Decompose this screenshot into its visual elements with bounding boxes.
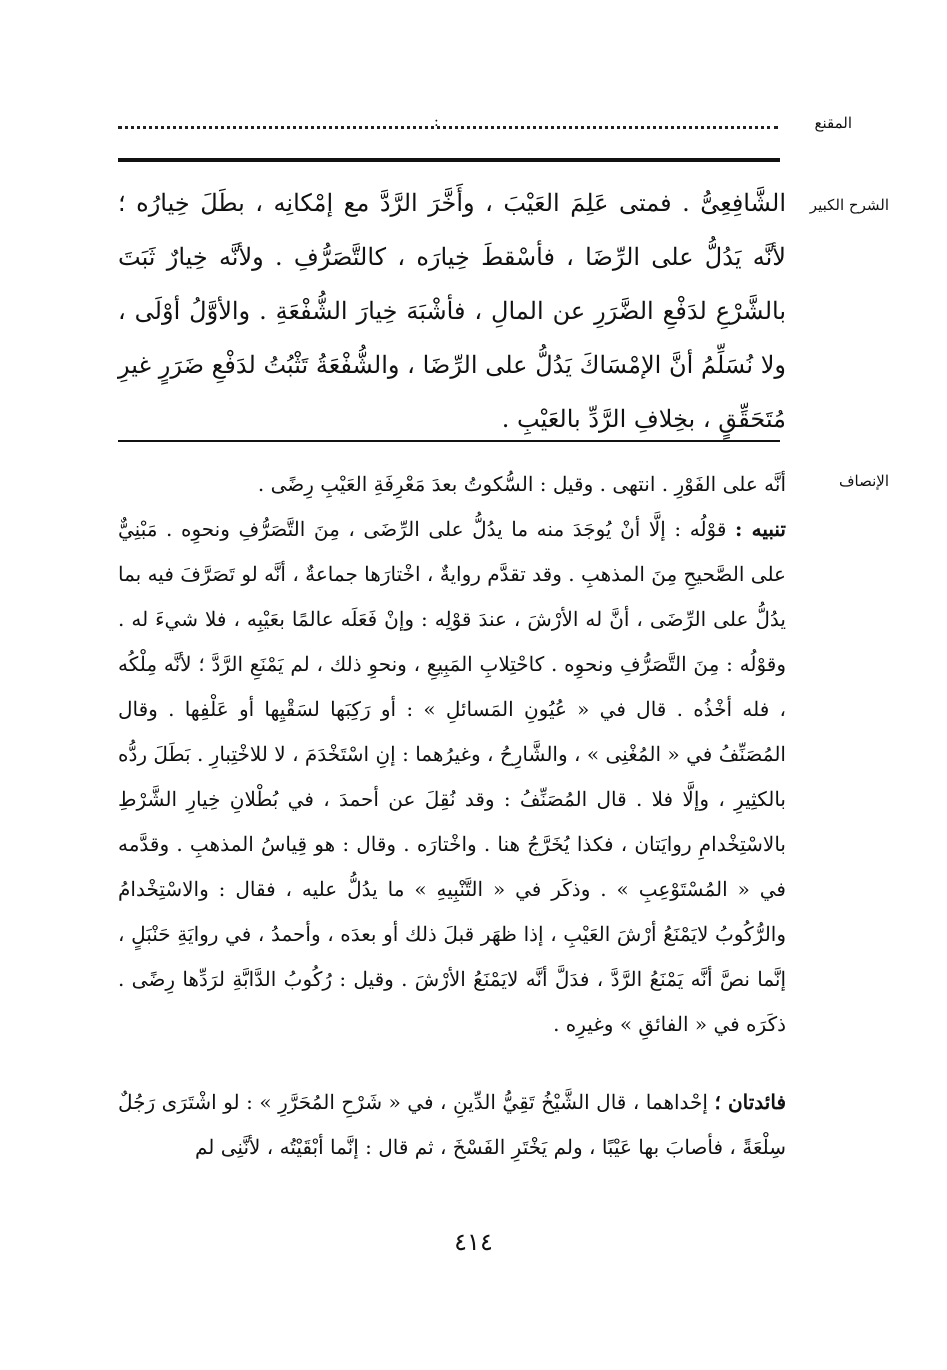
tanbih-paragraph xyxy=(118,507,786,1047)
sharh-paragraph: الشَّافِعِىُّ . فمتى عَلِمَ العَيْبَ ، وأَخَّرَ الرَّدَّ مع إمْكانِه ، بطَلَ خِيارُه ؛ لأنَّه يَدُلُّ على الرِّضَا ، فأسْقطَ خِيارَه ، كالتَّصَرُّفِ . ولأنَّه خِيارٌ ثَبَتَ بالشَّرْعِ لدَفْعِ الضَّرَرِ عن المالِ ، فأشْبَهَ خِيارَ الشُّفْعَةِ . والأوَّلُ أوْلَى ، ولا نُسَلِّمُ أنَّ الإمْسَاكَ يَدُلُّ على الرِّضَا ، والشُّفْعَةُ تَثْبُتُ لدَفْعِ ضَرَرٍ غيرِ مُتَحَقِّقٍ ، بخِلافِ الرَّدِّ بالعَيْبِ . xyxy=(118,189,786,433)
fawaid-paragraph xyxy=(118,1080,786,1170)
section-divider xyxy=(118,440,780,442)
fawaid-heading: فائدتان ؛ xyxy=(714,1090,787,1114)
sharh-section xyxy=(118,176,786,446)
tanbih-heading: تنبيه : xyxy=(735,517,786,541)
fawaid-text: إحْداهما ، قال الشَّيْخُ تَقِيُّ الدِّينِ ، في « شَرْحِ المُحَرَّرِ » : لو اشْتَرَى رَجُلٌ سِلْعَةً ، فأصابَ بها عَيْبًا ، ولم يَخْتَرِ الفَسْخَ ، ثم قال : إنَّما أبْقَيْتُه ، لأنَّنِى لم xyxy=(118,1090,786,1159)
tanbih-text: قوْلُه : إلَّا أنْ يُوجَدَ منه ما يدُلُّ على الرِّضَى ، مِنَ التَّصَرُّفِ ونحوِه . مَبْنِيٌّ على الصَّحيحِ مِنَ المذهبِ . وقد تقدَّم روايةٌ ، اخْتارَها جماعةٌ ، أنَّه لو تَصَرَّفَ فيه بما يدُلُّ على الرِّضَى ، أنَّ له الأرْشَ ، عندَ قوْلِه : وإنْ فَعَلَه عالمًا بعَيْبِه ، فلا شيءَ له . وقوْلُه : مِنَ التَّصَرُّفِ ونحوِه . كاحْتِلابِ المَبِيعِ ، ونحوِ ذلك ، لم يَمْنَعِ الرَّدَّ ؛ لأنَّه مِلْكُه ، فله أخْذُه . قال في « عُيُونِ المَسائلِ » : أو رَكِبَها لسَقْيِها أو عَلْفِها . وقال المُصَنِّفُ في « المُغْنِى » ، والشَّارِحُ ، وغيرُهما : إنِ اسْتَخْدَمَ ، لا للاخْتِبارِ . بَطَلَ ردُّه بالكثِيرِ ، وإلَّا فلا . قال المُصَنِّفُ : وقد نُقِلَ عن أحمدَ ، في بُطْلانِ خِيارِ الشَّرْطِ بالاسْتِخْدامِ روايَتان ، فكذا يُخَرَّجُ هنا . واخْتارَه . وقال : هو قِياسُ المذهبِ . وقدَّمه في « المُسْتَوْعِبِ » . وذكَر في « التَّنْبِيهِ » ما يدُلُّ عليه ، فقال : والاسْتِخْدامُ والرُّكُوبُ لايَمْنَعُ أرْشَ العَيْبِ ، إذا ظهَر قبلَ ذلك أو بعدَه ، وأحمدُ ، في روايَةِ حَنْبَلٍ ، إنَّما نصَّ أنَّه يَمْنَعُ الرَّدَّ ، فدَلَّ أنَّه لايَمْنَعُ الأرْشَ . وقيل : رُكُوبُ الدَّابَّةِ لرَدِّها رِضًى . ذكَرَه في « الفائقِ » وغيرِه . xyxy=(118,517,786,1036)
insaf-intro-paragraph: أنَّه على الفَوْرِ . انتهى . وقيل : السُّكوتُ بعدَ مَعْرِفَةِ العَيْبِ رِضًى . xyxy=(257,472,786,496)
page-number: ٤١٤ xyxy=(454,1228,493,1256)
section-label-sharh: الشرح الكبير xyxy=(809,196,889,214)
running-header-title: المقنع xyxy=(814,114,852,132)
fawaid-section xyxy=(118,1080,786,1170)
header-divider xyxy=(118,158,780,162)
header-center-mark: : xyxy=(434,114,439,130)
section-label-insaf: الإنصاف xyxy=(838,472,889,490)
insaf-section xyxy=(118,462,786,1047)
header-dotted-rule xyxy=(118,120,778,129)
